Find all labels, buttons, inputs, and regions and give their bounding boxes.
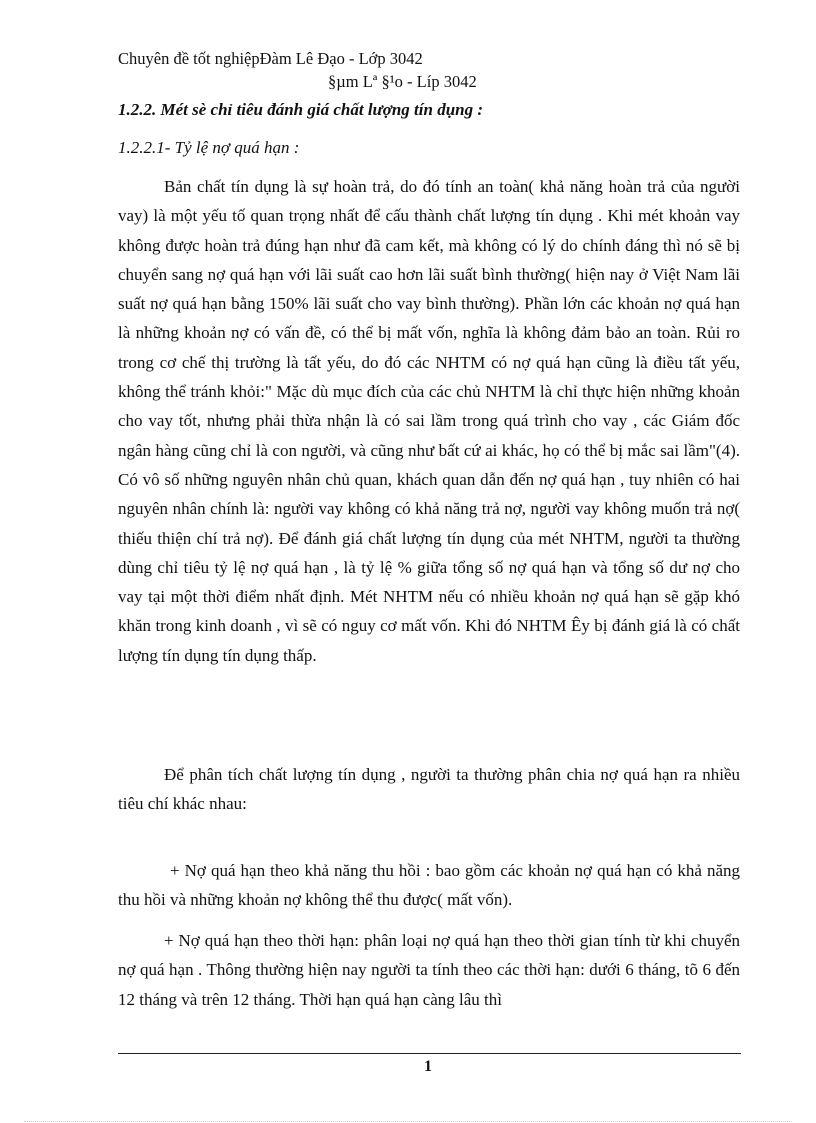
body-paragraph-2 (118, 760, 740, 819)
body-paragraph-3 (118, 856, 740, 915)
paragraph-text: + Nợ quá hạn theo thời hạn: phân loại nợ quá hạn theo thời gian tính từ khi chuyển nợ quá hạn . Thông thường hiện nay người ta tính theo các thời hạn: dưới 6 tháng, tõ 6 đến 12 tháng và trên 12 tháng. Thời hạn quá hạn càng lâu thì (118, 931, 740, 1009)
section-heading: 1.2.2. Mét sè chỉ tiêu đánh giá chất lượng tín dụng : (118, 100, 484, 119)
page-number: 1 (424, 1058, 432, 1075)
subsection-heading: 1.2.2.1- Tỷ lệ nợ quá hạn : (118, 138, 300, 157)
body-paragraph-4 (118, 926, 740, 1014)
paragraph-text: Bản chất tín dụng là sự hoàn trả, do đó tính an toàn( khả năng hoàn trả của người vay) là một yếu tố quan trọng nhất để cấu thành chất lượng tín dụng . Khi mét khoản vay không được hoàn trả đúng hạn như đã cam kết, mà không có lý do chính đáng thì nó sẽ bị chuyển sang nợ quá hạn với lãi suất cao hơn lãi suất bình thường( hiện nay ở Việt Nam lãi suất nợ quá hạn bằng 150% lãi suất cho vay bình thường). Phần lớn các khoản nợ quá hạn là những khoản nợ có vấn đề, có thể bị mất vốn, nghĩa là không đảm bảo an toàn. Rủi ro trong cơ chế thị trường là tất yếu, do đó các NHTM có nợ quá hạn cũng là điều tất yếu, không thể tránh khỏi:" Mặc dù mục đích của các chủ NHTM là chỉ thực hiện những khoản cho vay tốt, nhưng phải thừa nhận là có sai lầm trong quá trình cho vay , các Giám đốc ngân hàng cũng chỉ là con người, và cũng như bất cứ ai khác, họ có thể bị mắc sai lầm"(4). Có vô số những nguyên nhân chủ quan, khách quan dẫn đến nợ quá hạn , tuy nhiên có hai nguyên nhân chính là: người vay không có khả năng trả nợ, người vay không muốn trả nợ( thiếu thiện chí trả nợ). Để đánh giá chất lượng tín dụng của mét NHTM, người ta thường dùng chỉ tiêu tỷ lệ nợ quá hạn , là tỷ lệ % giữa tổng số nợ quá hạn và tổng số dư nợ cho vay tại một thời điểm nhất định. Mét NHTM nếu có nhiều khoản nợ quá hạn sẽ gặp khó khăn trong kinh doanh , vì sẽ có nguy cơ mất vốn. Khi đó NHTM Êy bị đánh giá là có chất lượng tín dụng tín dụng thấp. (118, 177, 740, 665)
footer-divider (118, 1053, 741, 1054)
body-paragraph-1 (118, 172, 740, 670)
page-bottom-edge (24, 1121, 792, 1122)
running-header: Chuyên đề tốt nghiệpĐàm Lê Đạo - Lớp 3042 (118, 49, 423, 68)
paragraph-text: Để phân tích chất lượng tín dụng , người ta thường phân chia nợ quá hạn ra nhiều tiêu chí khác nhau: (118, 765, 740, 814)
paragraph-text: + Nợ quá hạn theo khả năng thu hồi : bao gồm các khoản nợ quá hạn có khả năng thu hồi và những khoản nợ không thể thu được( mất vốn). (118, 861, 740, 910)
running-header-garbled: §µm Lª §¹o - Líp 3042 (328, 72, 477, 91)
